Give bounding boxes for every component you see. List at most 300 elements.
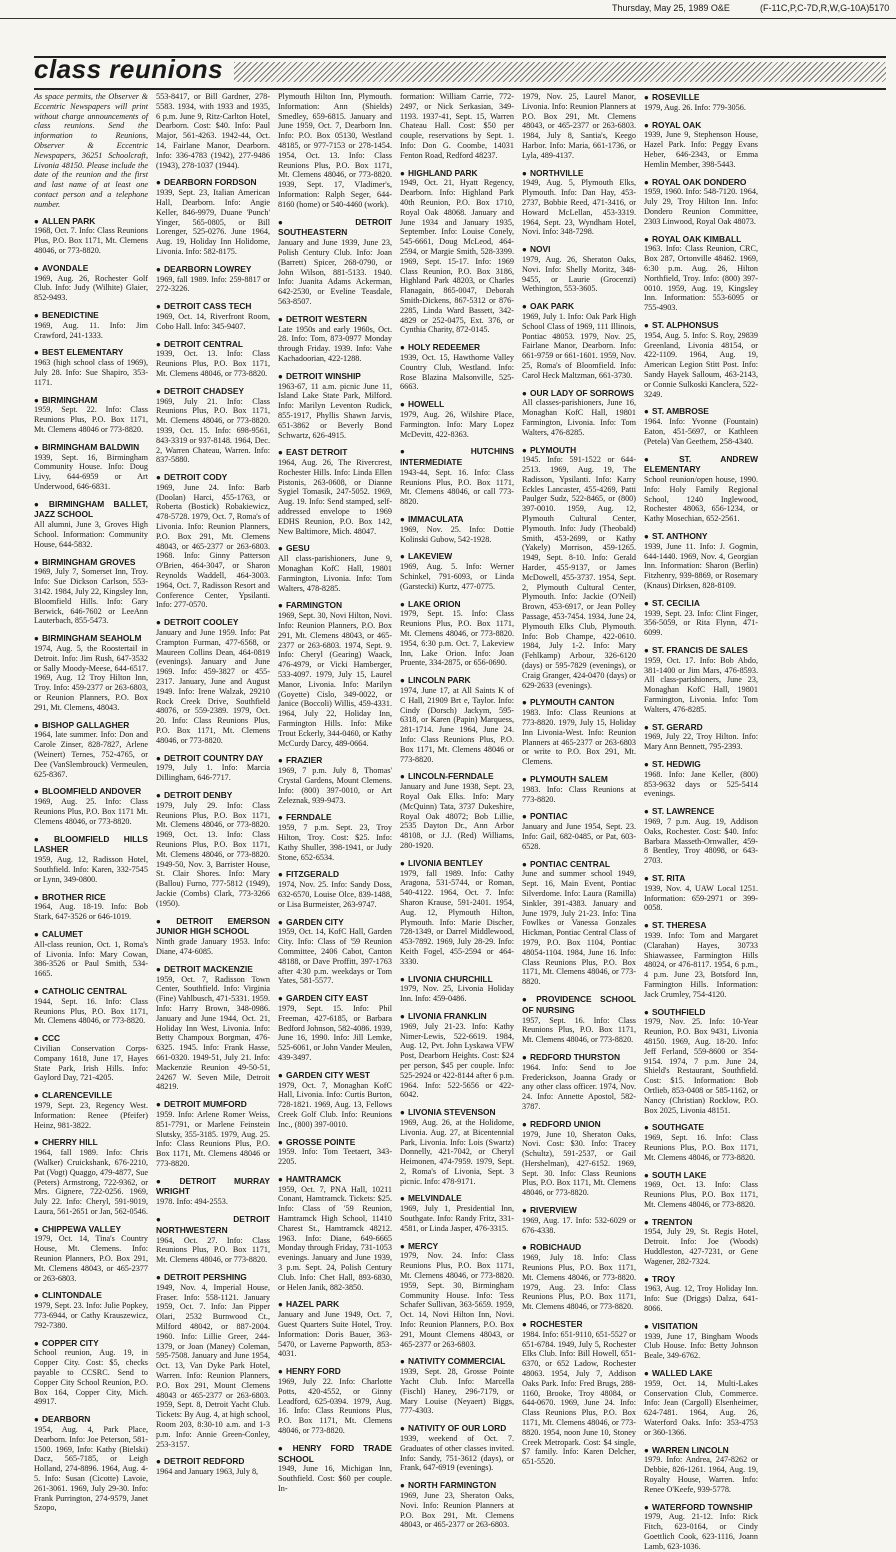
reunion-details: 1939, weekend of Oct. 7. Graduates of other classes invited. Info: Sandy, 751-3612 (days), or Frank, 647-6919 (evenings). bbox=[400, 1434, 514, 1473]
reunion-details: 1979, Nov. 25, Livonia Holiday Inn. Info: 459-0486. bbox=[400, 984, 514, 1004]
bullet-icon: ● bbox=[156, 386, 161, 396]
school-name: LIVONIA STEVENSON bbox=[407, 1107, 496, 1118]
reunion-listing bbox=[400, 858, 514, 967]
bullet-icon: ● bbox=[278, 1367, 283, 1377]
school-name: CHERRY HILL bbox=[41, 1137, 98, 1148]
school-name: OUR LADY OF SORROWS bbox=[529, 387, 635, 398]
school-name: DETROIT PERSHING bbox=[163, 1272, 247, 1283]
reunion-listing bbox=[644, 1122, 758, 1162]
school-name: ST. GERARD bbox=[651, 721, 703, 732]
reunion-details: 1979, Oct. 7, Monaghan KofC Hall, Livonia. Info: Curtis Burton, 728-1821. 1969, Aug. 13, Fellows Creek Golf Club. Info: Reunions Inc., (800) 397-0010. bbox=[278, 1080, 392, 1129]
reunion-details: 1984. Info: 651-9110, 651-5527 or 651-6784. 1949, July 5, Rochester Elks Club. Info: Bill Howell, 651-6370, or 652 Ladow, Rochester 48063. 1954, July 7, Addison Oaks Park. Info: Fred Brugs, 288-1160, Brooke, Troy 48084, or 644-0670. 1969, June 24. Info: Class Reunions Plus, P.O. Box 1171, Mt. Clemens 48046, or 773-8820. 1954, noon June 10, Stoney Creek Metropark. Cost: $4 single, $7 family. Info: Karen Delcher, 651-5520. bbox=[522, 1329, 636, 1467]
reunion-listing bbox=[644, 120, 758, 170]
school-name: HOLY REDEEMER bbox=[407, 342, 481, 353]
reunion-listing bbox=[34, 633, 148, 712]
reunion-listing bbox=[522, 1319, 636, 1467]
bullet-icon: ● bbox=[278, 1070, 283, 1080]
school-name: ROYAL OAK DONDERO bbox=[651, 176, 747, 187]
bullet-icon: ● bbox=[34, 216, 39, 226]
school-name: DEARBORN LOWREY bbox=[163, 263, 252, 274]
reunion-details: Civilian Conservation Corps-Company 1618, June 17, Hayes State Park, Irish Hills. Info: Gaylord Day, 721-4205. bbox=[34, 1043, 148, 1083]
reunion-details: 1964. Info: Yvonne (Fountain) Eaton, 451-5697, or Kathleen (Petela) Van Geethem, 258-4340. bbox=[644, 417, 758, 446]
bullet-icon: ● bbox=[156, 916, 174, 926]
school-name: MELVINDALE bbox=[407, 1193, 462, 1204]
reunion-listing bbox=[278, 917, 392, 987]
reunion-listing bbox=[34, 1137, 148, 1216]
column-3 bbox=[278, 92, 392, 1493]
reunion-details: 1959, Oct. 14, KofC Hall, Garden City. Info: Class of '59 Reunion Committee, 2406 Cabot, Canton 48188, or Dave Proffitt, 397-1763 after 4:30 p.m. weekdays or Tom Yates, 581-5577. bbox=[278, 927, 392, 986]
reunion-listing bbox=[278, 371, 392, 441]
school-name: BIRMINGHAM BALLET, JAZZ SCHOOL bbox=[34, 498, 148, 520]
bullet-icon: ● bbox=[34, 263, 39, 273]
bullet-icon: ● bbox=[400, 552, 405, 562]
school-name: LIVONIA BENTLEY bbox=[407, 857, 484, 868]
reunion-listing bbox=[644, 1321, 758, 1361]
school-name: REDFORD UNION bbox=[529, 1118, 601, 1129]
reunion-listing bbox=[644, 1217, 758, 1267]
school-name: NATIVITY OF OUR LORD bbox=[407, 1423, 507, 1434]
reunion-listing bbox=[34, 1033, 148, 1083]
bullet-icon: ● bbox=[400, 676, 405, 686]
bullet-icon: ● bbox=[644, 598, 649, 608]
edition-code: (F-11C,P,C-7D,R,W,G-10A)5170 bbox=[760, 3, 890, 13]
school-name: OAK PARK bbox=[529, 301, 574, 312]
reunion-listing bbox=[34, 720, 148, 780]
bullet-icon: ● bbox=[400, 447, 468, 457]
reunion-details: All-class reunion, Oct. 1, Roma's of Livonia. Info: Mary Cowan, 386-3526 or Paul Smith, 534-1665. bbox=[34, 939, 148, 979]
reunion-listing bbox=[34, 216, 148, 256]
reunion-details: 1979, Aug. 21-12. Info: Rick Fitch, 623-0164, or Cindy Goettlich Cook, 623-1116, Joann Lamb, 623-1036. bbox=[644, 1512, 758, 1551]
reunion-details: 1959. Info: Tom Teetaert, 343-2205. bbox=[278, 1147, 392, 1167]
reunion-listing bbox=[400, 675, 514, 764]
school-name: BIRMINGHAM bbox=[41, 394, 98, 405]
reunion-listing bbox=[156, 386, 270, 465]
reunion-listing bbox=[156, 301, 270, 331]
school-name: DETROIT WINSHIP bbox=[285, 370, 361, 381]
reunion-details: 1959, Sept. 22. Info: Class Reunions Plus, P.O. Box 1171, Mt. Clemens 48046 or 773-8820. bbox=[34, 405, 148, 434]
reunion-listing bbox=[156, 617, 270, 745]
reunion-details: formation: William Carrie, 772-2497, or Nick Serkasian, 349-1193. 1937-41, Sept. 15, Warren Chateau Hall. Cost: $50 per couple, reservations by Sept. 1. Info: Don G. Coombe, 14031 Fenton Road, Redford 48237. bbox=[400, 92, 514, 160]
reunion-details: 1939, Sept. 23. Info: Clint Finger, 356-5059, or Rita Flynn, 471-6099. bbox=[644, 608, 758, 638]
reunion-details: 1939, Oct. 15, Hawthorne Valley Country Club, Westland. Info: Rose Blazina Malsonville, 525-6663. bbox=[400, 352, 514, 392]
reunion-details: 1969, July 1. Info: Oak Park High School Class of 1969, 111 Illinois, Pontiac 48053. 1979, Nov. 25, Fairlane Manor, Dearborn. Info: 661-9759 or 661-1601. 1959, Nov. 25, Roma's of Bloomfield. Info: Carol Heck Maltzman, 661-3730. bbox=[522, 311, 636, 380]
reunion-listing bbox=[400, 599, 514, 669]
reunion-listing bbox=[34, 834, 148, 885]
school-name: DETROIT WESTERN bbox=[285, 313, 367, 324]
reunion-listing bbox=[644, 722, 758, 752]
reunion-details: 1959, 7 p.m. Sept. 23, Troy Hilton, Troy. Cost: $25. Info: Kathy Shuller, 398-1941, or Judy Stone, 652-6534. bbox=[278, 823, 392, 862]
reunion-details: 1974, Aug. 5, the Roostertail in Detroit. Info: Jim Rush, 647-3532 or Sally Moody-Meese, 644-6517. 1969, Aug. 12 Troy Hilton Inn, Troy. Info: 459-2377 or 263-6803, or Reunion Planners, P.O. Box 291, Mt. Clemens, 48043. bbox=[34, 644, 148, 712]
reunion-listing bbox=[400, 771, 514, 850]
school-name: ST. RITA bbox=[651, 872, 686, 883]
bullet-icon: ● bbox=[644, 120, 649, 130]
bullet-icon: ● bbox=[644, 1123, 649, 1133]
reunion-listing bbox=[644, 1007, 758, 1116]
school-name: LAKE ORION bbox=[407, 598, 461, 609]
reunion-details: School reunion, Aug. 19, in Copper City. Cost: $5, checks payable to CCSRC. Send to Copper City School Reunion, P.O. Box 164, Copper City, Mich. 49917. bbox=[34, 1348, 148, 1407]
school-name: WARREN LINCOLN bbox=[651, 1444, 729, 1455]
school-name: DETROIT MACKENZIE bbox=[163, 963, 253, 974]
reunion-listing bbox=[400, 551, 514, 591]
reunion-listing bbox=[400, 974, 514, 1004]
bullet-icon: ● bbox=[156, 473, 161, 483]
reunion-listing bbox=[644, 598, 758, 638]
reunion-details: 1969, fall 1989. Info: 259-8817 or 272-3226. bbox=[156, 274, 270, 294]
school-name: SOUTHFIELD bbox=[651, 1006, 706, 1017]
reunion-details: 1968, Oct. 7. Info: Class Reunions Plus, P.O. Box 1171, Mt. Clemens 48046, or 773-8820. bbox=[34, 226, 148, 255]
reunion-details: 553-8417, or Bill Gardner, 278-5583. 1934, with 1933 and 1935, 6 p.m. June 9, Ritz-Carlton Hotel, Dearborn. Cost: $40. Info: Paul Major, 561-4263. 1942-44, Oct. 14, Fairlane Manor, Dearborn. Info: 336-4783 (1942), 277-9486 (1943), 278-1037 (1944). bbox=[156, 92, 270, 170]
reunion-details: 1969, June 23, Sheraton Oaks, Novi. Info: Reunion Planners at P.O. Box 291, Mt. Clemens 48043, or 465-2377 or 263-6803. bbox=[400, 1491, 514, 1530]
school-name: CCC bbox=[41, 1033, 61, 1044]
school-name: GARDEN CITY bbox=[285, 916, 344, 927]
reunion-details: 1964, fall 1989. Info: Chris (Walker) Cruickshank, 676-2210, Pat (Vogt) Quaggo, 479-4877, Sue (Peters) Armstrong, 722-9362, or Mrs. Gignere, 722-0256. 1969, July 22. Info: Cheryl, 591-9019, Laura, 561-2651 or Jan, 562-0546. bbox=[34, 1148, 148, 1216]
bullet-icon: ● bbox=[644, 407, 649, 417]
reunion-details: 1939, Sept. 23, Italian American Hall, Dearborn. Info: Angie Keller, 846-9979, Duane 'Punch' Yinger, 565-0805, or Bill Lorenger, 525-0276. June 1964, Aug. 19, Holiday Inn Holidome, Livonia. Info: 582-8175. bbox=[156, 188, 270, 256]
school-name: NORTH FARMINGTON bbox=[407, 1480, 497, 1491]
reunion-details: 1954, July 29, St. Regis Hotel, Detroit. Info: Joe (Woods) Huddleston, 427-7231, or Gene Wagener, 282-7324. bbox=[644, 1227, 758, 1266]
school-name: ST. ALPHONSUS bbox=[651, 319, 719, 330]
reunion-details: 1979, Aug. 26. Info: 779-3056. bbox=[644, 102, 746, 112]
reunion-listing bbox=[522, 859, 636, 987]
school-name: FRAZIER bbox=[285, 755, 323, 766]
reunion-details: 1963 (high school class of 1969), July 28. Info: Sue Shapiro, 353-1171. bbox=[34, 358, 148, 387]
bullet-icon: ● bbox=[34, 720, 39, 730]
reunion-listing bbox=[156, 916, 270, 957]
bullet-icon: ● bbox=[156, 753, 161, 763]
reunion-listing bbox=[644, 531, 758, 591]
bullet-icon: ● bbox=[156, 264, 161, 274]
reunion-details: 1959, 1960. Info: 548-7120. 1964, July 29, Troy Hilton Inn. Info: Dondero Reunion Committee, 2303 Linwood, Royal Oak 48073. bbox=[644, 187, 758, 226]
school-name: DETROIT COUNTRY DAY bbox=[163, 752, 264, 763]
reunion-details: Ninth grade January 1953. Info: Diane, 474-6085. bbox=[156, 937, 270, 956]
school-name: BENEDICTINE bbox=[41, 309, 99, 320]
reunion-listing bbox=[156, 1456, 270, 1477]
bullet-icon: ● bbox=[644, 1369, 649, 1379]
reunion-details: 1964, Aug. 18-19. Info: Bob Stark, 647-3526 or 646-1019. bbox=[34, 902, 148, 922]
school-name: PONTIAC CENTRAL bbox=[529, 858, 610, 869]
school-name: ST. HEDWIG bbox=[651, 759, 701, 770]
reunion-details: 1949, Aug. 5, Plymouth Elks, Plymouth. Info: Dan Hay, 453-2737, Bobbie Reed, 471-3416, or Howard McLellan, 453-3319. 1964, Sept. 23, Wyndham Hotel, Novi. Info: 348-7298. bbox=[522, 178, 636, 237]
bullet-icon: ● bbox=[278, 371, 283, 381]
reunion-listing bbox=[34, 1414, 148, 1513]
reunion-details: January and June 1938, Sept. 23, Royal Oak Elks. Info: Mary (McQuinn) Tata, 3737 Dukeshire, Royal Oak 48072; Bob Lillie, 2535 Dayton Dr., Ann Arbor 48108, or J.J. (Red) Williams, 280-1920. bbox=[400, 782, 514, 850]
column-5 bbox=[522, 92, 636, 1467]
reunion-listing bbox=[278, 869, 392, 909]
reunion-details: 1969, June 24. Info: Barb (Doolan) Harci, 455-1763, or Roberta (Bostick) Robakiewicz, 478-5728. 1979, Oct. 7, Roma's of Livonia. Info: Reunion Planners, P.O. Box 291, Mt. Clemens 48043, or 465-2377 or 263-6803. 1968. Info: Ginny Patterson O'Brien, 464-3047, or Sharon Reynolds Waddell, 464-3003. 1964, Oct. 7, Radisson Resort and Conference Center, Ypsilanti. Info: 277-0570. bbox=[156, 482, 270, 610]
reunion-details: Plymouth Hilton Inn, Plymouth. Information: Ann (Shields) Smedley, 659-6815. January and June 1959, Oct. 7, Dearborn Inn. Info: P.O. Box 05130, Westland 48185, or 977-7153 or 278-1454. 1954, Oct. 13. Info: Class Reunions Plus, P.O. Box 1171, Mt. Clemens 48046, or 773-8820. 1939, Sept. 17, Vladimer's, Information: Ralph Seger, 644-8160 (home) or 540-4460 (work). bbox=[278, 92, 392, 209]
reunion-details: 1979, Nov. 25, Laurel Manor, Livonia. Info: Reunion Planners at P.O. Box 291, Mt. Clemens 48043, or 465-2377 or 263-6803. 1984, July 8, Santia's, Keego Harbor. Info: Maria, 661-1736, or Lyla, 489-4137. bbox=[522, 92, 636, 160]
reunion-listing bbox=[278, 600, 392, 748]
bullet-icon: ● bbox=[400, 400, 405, 410]
reunion-details: 1969, July 22, Troy Hilton. Info: Mary Ann Bennett, 795-2393. bbox=[644, 732, 758, 752]
reunion-listing bbox=[34, 310, 148, 340]
reunion-details: 1979, Sept. 23, Regency West. Information: Renee (Pfeifer) Heinz, 981-3822. bbox=[34, 1100, 148, 1130]
school-name: LINCOLN PARK bbox=[407, 675, 471, 686]
reunion-listing bbox=[644, 454, 758, 525]
bullet-icon: ● bbox=[278, 1137, 283, 1147]
school-name: CALUMET bbox=[41, 928, 83, 939]
reunion-listing bbox=[522, 1242, 636, 1312]
school-name: HENRY FORD bbox=[285, 1366, 341, 1377]
school-name: HAZEL PARK bbox=[285, 1299, 340, 1310]
reunion-listing bbox=[644, 1274, 758, 1314]
school-name: ROCHESTER bbox=[529, 1319, 583, 1330]
reunion-listing bbox=[644, 759, 758, 799]
bullet-icon: ● bbox=[278, 544, 283, 554]
bullet-icon: ● bbox=[34, 442, 39, 452]
reunion-details: June and summer school 1949, Sept. 16, Main Event, Pontiac Silverdome. Info: Laura (Ramilla) Sinkler, 391-4383. January and June 1979, July 21-23. Info: Tina Fowlkes or Vanessa Gonzales Hickman, Pontiac Central Class of 1979, P.O. Box 1104, Pontiac 48054-1104. 1984, June 16. Info: Class Reunions Plus, P.O. Box 1171, Mt. Clemens 48046, or 773-8820. bbox=[522, 869, 636, 987]
reunion-details: 1979, Oct. 14, Tina's Country House, Mt. Clemens. Info: Reunion Planners, P.O. Box 291, Mt. Clemens 48043, or 465-2377 or 263-6803. bbox=[34, 1234, 148, 1283]
bullet-icon: ● bbox=[522, 698, 527, 708]
reunion-details: 1979, June 10, Sheraton Oaks, Novi. Cost: $30. Info: Tracey (Schultz), 591-2537, or Gail (Hershelman), 427-6152. 1969, Sept. 30. Info: Class Reunions Plus, P.O. Box 1171, Mt. Clemens 48046, or 773-8820. bbox=[522, 1129, 636, 1198]
school-name: CATHOLIC CENTRAL bbox=[41, 985, 127, 996]
reunion-details: 1939, Sept. 16, Birmingham Community House. Info: Doug Livy, 644-6959 or Art Underwood, 646-6831. bbox=[34, 452, 148, 491]
school-name: PLYMOUTH CANTON bbox=[529, 697, 615, 708]
reunion-details: 1963, Aug. 12, Troy Holiday Inn. Info: Sue (Driggs) Dalza, 641-8066. bbox=[644, 1284, 758, 1314]
reunion-listing bbox=[522, 811, 636, 851]
bullet-icon: ● bbox=[34, 1034, 39, 1044]
bullet-icon: ● bbox=[278, 756, 283, 766]
bullet-icon: ● bbox=[34, 929, 39, 939]
bullet-icon: ● bbox=[278, 217, 353, 227]
reunion-details: 1969, July 7, Somerset Inn, Troy. Info: Sue Dickson Carlson, 553-3142. 1984, July 22, Kingsley Inn, Bloomfield Hills. Info: Gary Berwick, 646-7602 or LeeAnn Lauterbach, 855-5473. bbox=[34, 567, 148, 626]
reunion-details: 1959, Oct. 7, Radisson Town Center, Southfield. Info: Virginia (Fine) Vahlbusch, 471-5331. 1959. Info: Harry Brown, 348-0986. January and June 1944, Oct. 21, Holiday Inn West, Livonia. Info: Betty Champoux Borgman, 476-6325. 1945. Info: Frank Hasse, 661-0320. 1949-51, July 21. Info: Mackenzie Reunion 49-50-51, 24267 W. Seven Mile, Detroit 48219. bbox=[156, 974, 271, 1092]
reunion-details: 1969, July 21-23. Info: Kathy Nimer-Lewis, 522-6619. 1984, Aug. 12, Pvt. John Lyskawa VFW Post, Dearborn Heights. Cost: $24 per person, $45 per couple. Info: 525-2924 or 422-8144 after 6 p.m. 1964. Info: 522-5656 or 422-6042. bbox=[400, 1021, 514, 1100]
school-name: RIVERVIEW bbox=[529, 1205, 577, 1216]
reunion-listing bbox=[644, 234, 758, 313]
bullet-icon: ● bbox=[156, 302, 161, 312]
reunion-details: 1969, Nov. 25. Info: Dottie Kolinski Gubow, 542-1928. bbox=[400, 524, 514, 544]
bullet-icon: ● bbox=[34, 1224, 39, 1234]
school-name: ST. LAWRENCE bbox=[651, 806, 715, 817]
school-name: HUTCHINS INTERMEDIATE bbox=[400, 446, 514, 468]
reunion-listing bbox=[400, 1193, 514, 1233]
reunion-listing bbox=[400, 1011, 514, 1100]
reunion-listing bbox=[644, 1445, 758, 1495]
reunion-listing bbox=[400, 168, 514, 336]
reunion-listing bbox=[278, 1443, 392, 1494]
bullet-icon: ● bbox=[278, 813, 283, 823]
bullet-icon: ● bbox=[34, 348, 39, 358]
school-name: ROSEVILLE bbox=[651, 92, 700, 102]
masthead-hatch-pattern bbox=[234, 62, 886, 82]
school-name: EAST DETROIT bbox=[285, 447, 348, 458]
bullet-icon: ● bbox=[522, 1119, 527, 1129]
bullet-icon: ● bbox=[522, 775, 527, 784]
bullet-icon: ● bbox=[400, 974, 405, 984]
school-name: FARMINGTON bbox=[285, 600, 343, 611]
bullet-icon: ● bbox=[644, 320, 649, 330]
school-name: CLINTONDALE bbox=[41, 1290, 102, 1301]
reunion-details: 1979, Sept. 15. Info: Phil Freeman, 427-6185, or Barbara Bedford Johnson, 582-4086. 1939, June 16, 1990. Info: Jill Lemke, 525-6061, or John Vander Meulen, 439-3497. bbox=[278, 1003, 392, 1062]
reunion-listing bbox=[644, 320, 758, 399]
reunion-details: 1945. Info: 591-1522 or 644-2513. 1969, Aug. 19, The Radisson, Ypsilanti. Info: Karry Eckles Lancaster, 455-4269, Patti Paulger Sudz, 522-8465, or (800) 397-0010. 1959, Aug. 12, Plymouth Cultural Center, Plymouth. Info: Judy (Theobald) Smith, 453-2699, or Kathy (Yakely) Morrison, 459-1265. 1949, Sept. 8-10. Info: Gerald Harder, 455-9137, or James McDowell, 455-3737. 1954, Sept. 2, Plymouth Cultural Center, Plymouth. Info: Jackie (O'Neil) Brown, 453-6917, or Jean Polley Passage, 453-7454. 1934, June 24, Plymouth Elks Club, Plymouth. Info: Bob Champe, 422-0610. 1984, July 1-2. Info: Mary (Fehlkamp) Arbour, 326-6120 (days) or 595-7829 (evenings), or Craig Granger, 424-0470 (days) or 629-2633 (evenings). bbox=[522, 455, 636, 690]
reunion-details: 1978. Info: 494-2553. bbox=[156, 1197, 228, 1207]
reunion-details: 1979, Aug. 26, Wilshire Place, Farmington. Info: Mary Lopez McDevitt, 422-8363. bbox=[400, 409, 514, 439]
reunion-details: 1939, June 17, Bingham Woods Club House. Info: Betty Johnson Beale, 349-6762. bbox=[644, 1331, 758, 1361]
reunion-listing bbox=[278, 993, 392, 1063]
section-masthead bbox=[34, 56, 886, 90]
bullet-icon: ● bbox=[400, 168, 405, 178]
school-name: BIRMINGHAM BALDWIN bbox=[41, 441, 140, 452]
reunion-listing bbox=[644, 1170, 758, 1210]
reunion-details: 1969, Aug. 26, Rochester Golf Club. Info: Judy (Wilhite) Glaier, 852-9493. bbox=[34, 273, 148, 303]
reunion-details: 1969, 7 p.m. July 8, Thomas' Crystal Gardens, Mount Clemens. Info: (800) 397-0010, or Art Zeleznak, 939-9473. bbox=[278, 766, 392, 805]
school-name: DETROIT DENBY bbox=[163, 790, 233, 800]
school-name: GROSSE POINTE bbox=[285, 1136, 356, 1147]
reunion-details: 1959, Oct. 14, Multi-Lakes Conservation Club, Commerce. Info: Jean (Cargoll) Elsenheimer, 624-7481. 1964, Aug. 26, Waterford Oaks. Info: 353-4753 or 360-1366. bbox=[644, 1378, 758, 1437]
school-name: WATERFORD TOWNSHIP bbox=[651, 1501, 753, 1512]
reunion-listing bbox=[278, 1366, 392, 1436]
reunion-details: 1983. Info: Class Reunions at 773-8820. bbox=[522, 784, 636, 804]
bullet-icon: ● bbox=[34, 557, 39, 567]
reunion-details: 1963. Info: Class Reunion, CRC, Box 287, Ortonville 48462. 1969, 6:30 p.m. Aug. 26, Hilton Northfield, Troy. Info: (800) 397-0010. 1959, Aug. 19, Kingsley Inn. Information: 553-6095 or 755-4903. bbox=[644, 244, 758, 313]
reunion-details: 1969, July 1, Presidential Inn, Southgate. Info: Randy Fritz, 331-4581, or Linda Jasper, 476-3315. bbox=[400, 1204, 514, 1233]
school-name: NATIVITY COMMERCIAL bbox=[407, 1356, 506, 1367]
school-name: DEARBORN FORDSON bbox=[163, 177, 257, 188]
bullet-icon: ● bbox=[34, 787, 39, 797]
bullet-icon: ● bbox=[644, 234, 649, 244]
bullet-icon: ● bbox=[34, 499, 46, 509]
reunion-details: 1979, Sept. 23. Info: Julie Popkey, 773-6944, or Cathy Krauszewicz, 792-7380. bbox=[34, 1301, 148, 1330]
reunion-listing bbox=[400, 446, 514, 507]
reunion-listing bbox=[34, 892, 148, 922]
school-name: DETROIT MUMFORD bbox=[163, 1099, 247, 1110]
school-name: DETROIT REDFORD bbox=[163, 1456, 245, 1467]
reunion-details: 1969, Aug. 25. Info: Class Reunions Plus, P.O. Box 1171 Mt. Clemens 48046, or 773-8820. bbox=[34, 797, 148, 826]
reunion-listing bbox=[400, 1423, 514, 1473]
reunion-details: 1943-44, Sept. 16. Info: Class Reunions Plus, P.O. Box 1171, Mt. Clemens 48046, or call 773-8820. bbox=[400, 467, 514, 507]
reunion-details: All class-parishioners, June 9, Monaghan KofC Hall, 19801 Farmington, Livonia. Info: Tom Walters, 478-8285. bbox=[278, 554, 392, 593]
reunion-details: 1969, Aug. 26, at the Holidome, Livonia. Aug. 27, at Bicentennial Park, Livonia. Info: Lois (Swartz) Donnelly, 421-7042, or Cheryl Heimonen, 474-7959. 1979, Sept. 2, Roma's of Livonia, Sept. 3 picnic. Info: 478-9171. bbox=[400, 1117, 514, 1186]
school-name: VISITATION bbox=[651, 1320, 698, 1331]
reunion-details: 1979. Info: Andrea, 247-8262 or Debbie, 826-1261. 1964, Aug. 19, Royalty House, Warren. Info: Renee O'Keefe, 939-5778. bbox=[644, 1455, 758, 1494]
school-name: COPPER CITY bbox=[41, 1337, 99, 1348]
intro-paragraph: As space permits, the Observer & Eccentric Newspapers will print without charge announcements of class reunions. Send the information to Reunions, Observer & Eccentric Newspapers, 36251 Schoolcraft, Livonia 48150. Please include the date of the reunion and the first and last name of at least one contact person and a telephone number. bbox=[34, 92, 148, 209]
reunion-listing bbox=[644, 1368, 758, 1438]
school-name: DETROIT CASS TECH bbox=[163, 301, 252, 312]
reunion-listing bbox=[156, 1099, 270, 1169]
reunion-details: 1949, Oct. 21, Hyatt Regency, Dearborn. Info: Highland Park 40th Reunion, P.O. Box 1710, Royal Oak 48068. January and June 1934 and January 1935, September. Info: Louise Conely, 545-6661, Doug McLeod, 464-2594, or Margie Smith, 528-3399. 1969, Sept. 15-17. Info: 1969 Class Reunion, P.O. Box 3186, Highland Park 48203, or Charles Flanagain, 865-0047, Deborah Smith-Dickens, 867-5312 or 876-2285, Linda Ward Bassett, 342-4829 or 252-0475, Ext. 376, or Cynthia Charity, 872-0145. bbox=[400, 178, 514, 335]
reunion-details: 1969, Oct. 14, Riverfront Room, Cobo Hall. Info: 345-9407. bbox=[156, 311, 270, 331]
reunion-listing bbox=[34, 986, 148, 1026]
reunion-details: 1963-67, 11 a.m. picnic June 11, Island Lake State Park, Milford. Info: Marilyn Leventon Rudick, 855-1917, Phyllis Shawn Jarvis, 651-3862 or Beverly Bond Schwartz, 626-4915. bbox=[278, 381, 392, 440]
reunion-listing bbox=[156, 92, 270, 170]
reunion-listing bbox=[400, 1107, 514, 1186]
reunion-details: January and June 1959. Info: Pat Crampton Furman, 477-6568, or Maureen Collins Dean, 464-0819 (evenings). January and June 1969. Info: 459-3827 or 455-2317. January, June and August 1949. Info: Irene Walzak, 29210 Rock Creek Drive, Southfield 48076, or 559-2389. 1979, Oct. 20. Info: Class Reunions Plus, P.O. Box 1171, Mt. Clemens 48046, or 773-8820. bbox=[156, 628, 270, 745]
reunion-listing bbox=[644, 92, 758, 113]
reunion-details: 1979, July 29. Info: Class Reunions Plus, P.O. Box 1171, Mt. Clemens 48046, or 773-8820. 1969, Oct. 13. Info: Class Reunions Plus, P.O. Box 1171, Mt. Clemens 48046, or 773-8820. 1949-50, Nov. 3, Barrister House, St. Clair Shores. Info: Mary (Ballou) Furno, 777-5812 (1949), Jackie (Combs) Clark, 773-3266 (1950). bbox=[156, 800, 270, 908]
school-name: GARDEN CITY EAST bbox=[285, 993, 369, 1004]
bullet-icon: ● bbox=[522, 994, 534, 1004]
school-name: ALLEN PARK bbox=[41, 215, 96, 226]
bullet-icon: ● bbox=[400, 772, 405, 782]
reunion-listing bbox=[156, 1272, 270, 1449]
bullet-icon: ● bbox=[522, 168, 527, 178]
bullet-icon: ● bbox=[156, 178, 161, 188]
school-name: DETROIT NORTHWESTERN bbox=[156, 1214, 270, 1235]
school-name: DETROIT CODY bbox=[163, 472, 228, 483]
bullet-icon: ● bbox=[156, 1215, 231, 1225]
reunion-details: All alumni, June 3, Groves High School. Information: Community House, 644-5832. bbox=[34, 520, 148, 549]
school-name: LIVONIA CHURCHILL bbox=[407, 973, 493, 984]
reunion-details: 1954, Aug. 5. Info: S. Roy, 29839 Greenland, Livonia 48154, or 422-1109. 1964, Aug. 19, American Legion Stitt Post. Info: Sandy Hayek Salloum, 463-2143, or Connie Sulkoski Kanclera, 522-3249. bbox=[644, 330, 758, 399]
bullet-icon: ● bbox=[644, 1445, 649, 1455]
school-name: TRENTON bbox=[651, 1216, 693, 1227]
bullet-icon: ● bbox=[34, 1291, 39, 1301]
bullet-icon: ● bbox=[34, 1415, 39, 1425]
bullet-icon: ● bbox=[156, 339, 161, 349]
reunion-details: 1974, June 17, at All Saints K of C Hall, 21909 Brt e, Taylor. Info: Cindy (Dorsch) Jackym, 595-6318, or Karen (Papin) Marquess, 281-1714. June 1964, June 24. Info: Class Reunions Plus, P.O. Box 1171, Mt. Clemens 48046 or 773-8820. bbox=[400, 686, 514, 764]
reunion-listing bbox=[522, 388, 636, 438]
bullet-icon: ● bbox=[522, 445, 527, 455]
reunion-listing bbox=[644, 406, 758, 446]
reunion-listing bbox=[644, 177, 758, 227]
bullet-icon: ● bbox=[34, 1138, 39, 1148]
bullet-icon: ● bbox=[644, 921, 649, 931]
bullet-icon: ● bbox=[644, 93, 649, 102]
reunion-details: 1939, Nov. 4, UAW Local 1251. Information: 659-2971 or 399-0058. bbox=[644, 883, 758, 913]
reunion-listing bbox=[34, 1338, 148, 1408]
reunion-details: 1979, July 1. Info: Marcia Dillingham, 646-7717. bbox=[156, 763, 270, 783]
reunion-details: School reunion/open house, 1990. Info: Holy Family Regional School, 1240 Inglewood, Rochester 48063, 656-1234, or Kathy Mosechian, 652-2561. bbox=[644, 475, 758, 524]
reunion-details: 1969, Sept. 16. Info: Class Reunions Plus, P.O. Box 1171, Mt. Clemens 48046, or 773-8820. bbox=[644, 1133, 758, 1162]
bullet-icon: ● bbox=[400, 343, 405, 353]
reunion-listing bbox=[522, 994, 636, 1045]
bullet-icon: ● bbox=[156, 1273, 161, 1283]
school-name: IMMACULATA bbox=[407, 514, 464, 525]
reunion-listing bbox=[278, 1174, 392, 1293]
reunion-details: 1939, June 11. Info: J. Gogmin, 644-1440. 1969, Nov. 4, Georgian Inn. Information: Sharon (Berlin) Fitzhenry, 939-8869, or Rosemary (Knaus) Dirksen, 828-8109. bbox=[644, 541, 758, 591]
reunion-listing bbox=[156, 1176, 270, 1207]
bullet-icon: ● bbox=[522, 1052, 527, 1062]
reunion-details: 1979, Nov. 24. Info: Class Reunions Plus, P.O. Box 1171, Mt. Clemens 48046, or 773-8820. 1959, Sept. 30, Birmingham Community House. Info: Tess Schafer Sullivan, 363-5659. 1959, Oct. 14, Novi Hilton Inn, Novi. Info: Reunion Planners, P.O. Box 291, Mount Clemens 48043, or 465-2377 or 263-6803. bbox=[400, 1251, 514, 1349]
bullet-icon: ● bbox=[400, 1481, 405, 1491]
reunion-listing bbox=[278, 217, 392, 307]
reunion-details: 1964, Oct. 27. Info: Class Reunions Plus, P.O. Box 1171, Mt. Clemens 48046, or 773-8820. bbox=[156, 1235, 270, 1265]
school-name: BROTHER RICE bbox=[41, 891, 106, 902]
bullet-icon: ● bbox=[278, 314, 283, 324]
reunion-details: January and June 1939, June 23, Polish Century Club. Info: Joan (Barrett) Spicer, 268-0790, or John Wilson, 881-5133. 1940. Info: Juanita Adams Ackerman, 642-2530, or Eveline Teasdale, 563-8507. bbox=[278, 238, 392, 306]
school-name: LIVONIA FRANKLIN bbox=[407, 1010, 487, 1021]
reunion-details: 1969, July 21. Info: Class Reunions Plus, P.O. Box 1171, Mt. Clemens 48046, or 773-8820. 1939, Oct. 15. Info: 698-9561, 843-3319 or 937-8148. 1964, Dec. 2, Warren Chateau, Warren. Info: 837-5880. bbox=[156, 396, 270, 465]
bullet-icon: ● bbox=[156, 1457, 161, 1467]
bullet-icon: ● bbox=[644, 760, 649, 770]
school-name: MERCY bbox=[407, 1240, 439, 1251]
bullet-icon: ● bbox=[522, 388, 527, 398]
bullet-icon: ● bbox=[644, 807, 649, 817]
bullet-icon: ● bbox=[400, 1194, 405, 1204]
listing-columns bbox=[34, 92, 886, 1551]
column-6 bbox=[644, 92, 758, 1551]
school-name: LINCOLN-FERNDALE bbox=[407, 771, 494, 782]
reunion-details: 1944, Sept. 16. Info: Class Reunions Plus, P.O. Box 1171, Mt. Clemens 48046, or 773-8820. bbox=[34, 996, 148, 1026]
school-name: BEST ELEMENTARY bbox=[41, 347, 124, 358]
reunion-details: 1964, late summer. Info: Don and Carole Zinser, 828-7827, Arlene (Weinert) Ternes, 752-4765, or Dee (VanSlembrouck) Vermeulen, 625-8367. bbox=[34, 730, 148, 779]
bullet-icon: ● bbox=[34, 310, 39, 320]
reunion-listing bbox=[644, 920, 758, 999]
school-name: FITZGERALD bbox=[285, 869, 339, 880]
bullet-icon: ● bbox=[34, 834, 52, 844]
bullet-icon: ● bbox=[644, 1217, 649, 1227]
reunion-listing bbox=[400, 342, 514, 392]
reunion-listing bbox=[156, 790, 270, 909]
reunion-listing bbox=[400, 399, 514, 439]
bullet-icon: ● bbox=[156, 1176, 177, 1186]
school-name: BIRMINGHAM SEAHOLM bbox=[41, 633, 142, 644]
reunion-listing bbox=[156, 339, 270, 379]
reunion-listing bbox=[522, 1052, 636, 1112]
